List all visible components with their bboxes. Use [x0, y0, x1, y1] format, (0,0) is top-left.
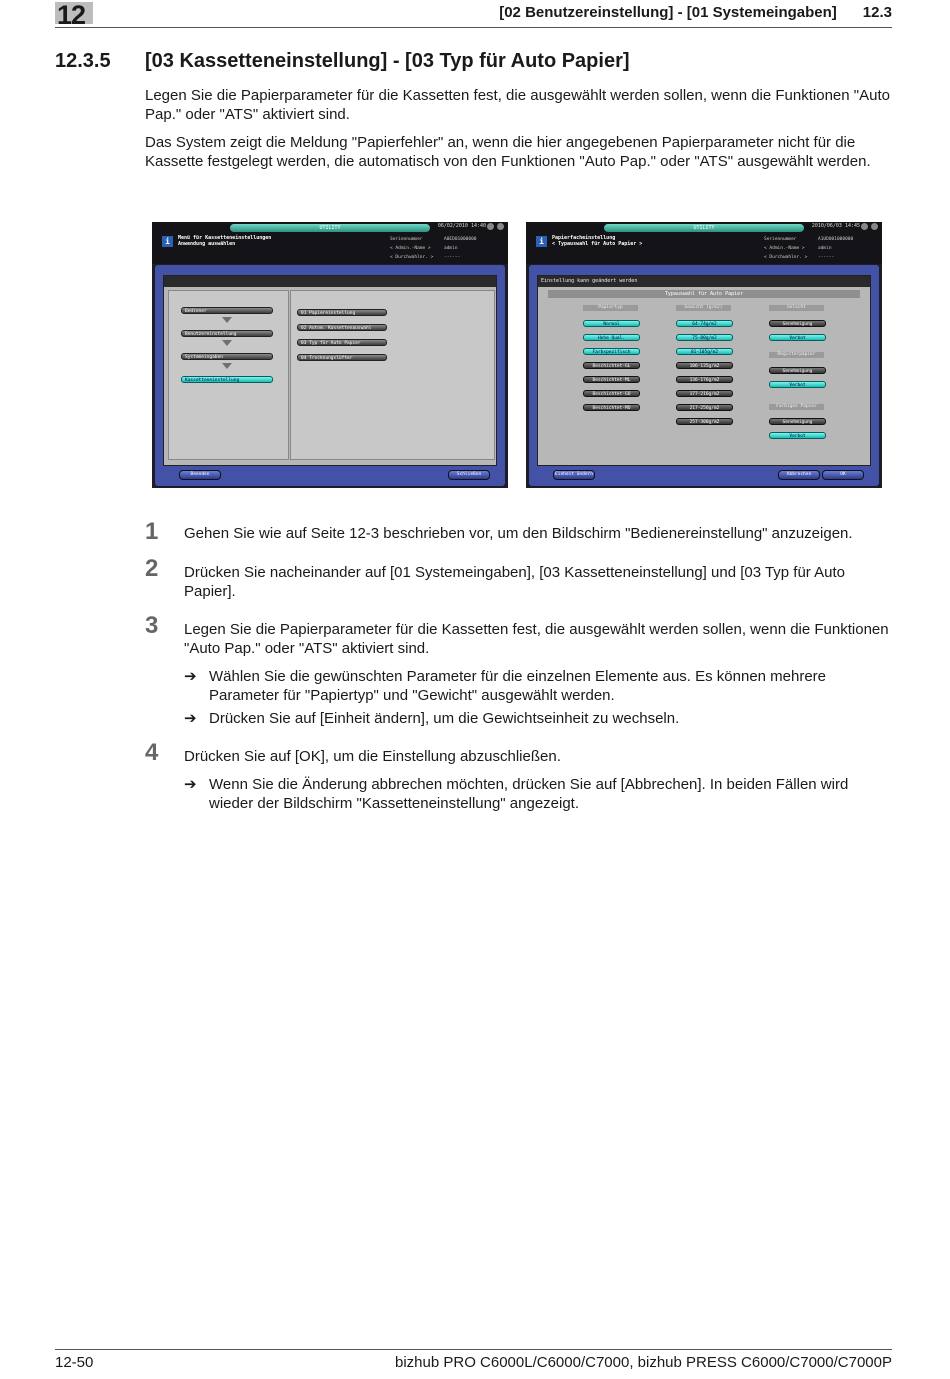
meta-label: Seriennummer	[390, 237, 423, 242]
section-title: [03 Kassetteneinstellung] - [03 Typ für Auto Papier]	[145, 50, 630, 72]
option-trocknungsluefter[interactable]: 04 Trocknungslüfter	[297, 354, 387, 361]
meta-label: < Durchwahlnr. >	[764, 255, 808, 260]
substep	[184, 709, 894, 728]
weight-136-176-button[interactable]: 136-176g/m2	[676, 376, 733, 383]
chapter-number: 12	[57, 0, 86, 30]
menu-item-benutzereinstellung[interactable]: Benutzereinstellung	[181, 330, 273, 337]
utility-banner	[230, 224, 430, 232]
utility-banner	[604, 224, 804, 232]
meta-label: < Admin.-Name >	[390, 246, 431, 251]
footer-rule	[55, 1349, 892, 1350]
weight-64-74-button[interactable]: 64-74g/m2	[676, 320, 733, 327]
screen-meta-labels	[390, 235, 433, 262]
screen-title-line1: Papierfacheinstellung	[552, 235, 616, 241]
screen-title-line1: Menü für Kassetteneinstellungen	[178, 235, 272, 241]
column-header-gewicht: Gewicht (g/m2)	[676, 305, 731, 311]
step-text: Drücken Sie nacheinander auf [01 Systemeingaben], [03 Kassetteneinstellung] und [03 Typ für Auto Papier].	[184, 564, 845, 600]
meta-label: Seriennummer	[764, 237, 797, 242]
arrow-icon: ➔	[184, 776, 197, 793]
register-deny-button[interactable]: Verbot	[769, 381, 826, 388]
down-arrow-icon	[222, 317, 232, 323]
intro-paragraph-1: Legen Sie die Papierparameter für die Kassetten fest, die ausgewählt werden sollen, wenn die Funktionen "Auto Pap." oder "ATS" aktiviert sind.	[145, 87, 890, 123]
panel-title: Typauswahl für Auto Papier	[548, 290, 860, 298]
weight-81-105-button[interactable]: 81-105g/m2	[676, 348, 733, 355]
option-autom-kassettenauswahl[interactable]: 02 Autom. Kassettenauswahl	[297, 324, 387, 331]
column-header-farbiges-papier: Farbiges Papier	[769, 404, 824, 410]
screen-meta-values	[444, 235, 477, 262]
papertype-normal-button[interactable]: Normal	[583, 320, 640, 327]
screen-panel	[163, 275, 497, 466]
gelocht-deny-button[interactable]: Verbot	[769, 334, 826, 341]
screen-title-line2: Anwendung auswählen	[178, 241, 236, 247]
panel-strip	[164, 276, 496, 287]
screen-datetime: 06/02/2010 14:40	[437, 223, 486, 229]
status-strip: Einstellung kann geändert werden	[538, 276, 870, 287]
substep	[184, 775, 894, 813]
screen-title	[178, 235, 271, 247]
info-icon: i	[536, 236, 547, 247]
meta-value: ------	[818, 255, 835, 260]
step-number: 2	[145, 555, 159, 582]
column-header-registerpapier: Registerpapier	[769, 352, 824, 358]
meta-value: A0ED01000000	[444, 237, 477, 242]
papertype-beschichtet-go-button[interactable]: Beschichtet-GO	[583, 390, 640, 397]
arrow-icon: ➔	[184, 668, 197, 685]
meta-value: admin	[818, 246, 832, 251]
step-text: Drücken Sie auf [OK], um die Einstellung abzuschließen.	[184, 748, 561, 765]
header-section: 12.3	[862, 4, 892, 21]
status-icon	[861, 223, 868, 230]
menu-item-bediener[interactable]: Bediener	[181, 307, 273, 314]
gelocht-permit-button[interactable]: Genehmigung	[769, 320, 826, 327]
step-number: 3	[145, 612, 159, 639]
step-text: Legen Sie die Papierparameter für die Kassetten fest, die ausgewählt werden sollen, wenn die Funktionen "Auto Pap." oder "ATS" aktiviert sind.	[184, 621, 889, 657]
step-text: Gehen Sie wie auf Seite 12-3 beschrieben vor, um den Bildschirm "Bedienereinstellung" anzuzeigen.	[184, 525, 853, 542]
help-icon[interactable]	[871, 223, 878, 230]
product-name: bizhub PRO C6000L/C6000/C7000, bizhub PRESS C6000/C7000/C7000P	[395, 1354, 892, 1371]
menu-item-systemeingaben[interactable]: Systemeingaben	[181, 353, 273, 360]
screen-title	[552, 235, 642, 247]
down-arrow-icon	[222, 363, 232, 369]
right-menu-panel	[290, 290, 495, 460]
help-icon[interactable]	[497, 223, 504, 230]
meta-value: A1UD001000000	[818, 237, 854, 242]
section-heading	[55, 50, 630, 73]
close-button[interactable]: Schließen	[448, 470, 490, 480]
screen-meta-values	[818, 235, 853, 262]
weight-75-80-button[interactable]: 75-80g/m2	[676, 334, 733, 341]
screen-datetime: 2010/06/03 14:45	[811, 223, 860, 229]
column-header-papiertyp: Papiertyp	[583, 305, 638, 311]
utility-banner-label: UTILITY	[693, 225, 715, 231]
substep	[184, 667, 894, 705]
left-menu-panel	[168, 290, 289, 460]
step-number: 4	[145, 739, 159, 766]
substep-text: Wählen Sie die gewünschten Parameter für die einzelnen Elemente aus. Es können mehrere Parameter für "Papiertyp" und "Gewicht" ausgewählt werden.	[209, 668, 827, 704]
change-unit-button[interactable]: Einheit ändern	[553, 470, 595, 480]
screen-meta-labels	[764, 235, 807, 262]
step-number: 1	[145, 518, 159, 545]
papertype-beschichtet-gl-button[interactable]: Beschichtet-GL	[583, 362, 640, 369]
status-icon	[487, 223, 494, 230]
register-permit-button[interactable]: Genehmigung	[769, 367, 826, 374]
weight-106-135-button[interactable]: 106-135g/m2	[676, 362, 733, 369]
weight-257-300-button[interactable]: 257-300g/m2	[676, 418, 733, 425]
papertype-beschichtet-mo-button[interactable]: Beschichtet-MO	[583, 404, 640, 411]
info-icon: i	[162, 236, 173, 247]
down-arrow-icon	[222, 340, 232, 346]
screen-title-line2: < Typauswahl für Auto Papier >	[552, 241, 643, 247]
header-rule	[55, 27, 892, 28]
substep-text: Drücken Sie auf [Einheit ändern], um die Gewichtseinheit zu wechseln.	[209, 710, 680, 727]
farbig-deny-button[interactable]: Verbot	[769, 432, 826, 439]
screenshot-auto-paper-type	[526, 222, 882, 488]
substep-text: Wenn Sie die Änderung abbrechen möchten, drücken Sie auf [Abbrechen]. In beiden Fällen wird wieder der Bildschirm "Kassetteneinstellung" angezeigt.	[209, 776, 849, 812]
section-number: 12.3.5	[55, 50, 111, 72]
option-papiereinstellung[interactable]: 01 Papiereinstellung	[297, 309, 387, 316]
papertype-farbspezifisch-button[interactable]: Farbspezifisch	[583, 348, 640, 355]
ok-button[interactable]: OK	[822, 470, 864, 480]
weight-217-256-button[interactable]: 217-256g/m2	[676, 404, 733, 411]
menu-item-kassetteneinstellung[interactable]: Kassetteneinstellung	[181, 376, 273, 383]
farbig-permit-button[interactable]: Genehmigung	[769, 418, 826, 425]
screenshot-cassette-menu	[152, 222, 508, 488]
header-title: [02 Benutzereinstellung] - [01 Systemeingaben]	[499, 4, 837, 21]
meta-value: ------	[444, 255, 461, 260]
exit-button[interactable]: Beenden	[179, 470, 221, 480]
cancel-button[interactable]: Abbrechen	[778, 470, 820, 480]
papertype-beschichtet-ml-button[interactable]: Beschichtet-ML	[583, 376, 640, 383]
running-header	[499, 4, 892, 21]
arrow-icon: ➔	[184, 710, 197, 727]
meta-label: < Admin.-Name >	[764, 246, 805, 251]
meta-label: < Durchwahlnr. >	[390, 255, 434, 260]
papertype-hohe-qual-button[interactable]: Hohe Qual.	[583, 334, 640, 341]
meta-value: admin	[444, 246, 458, 251]
weight-177-216-button[interactable]: 177-216g/m2	[676, 390, 733, 397]
option-typ-auto-papier[interactable]: 03 Typ für Auto Papier	[297, 339, 387, 346]
column-header-gelocht: Gelocht	[769, 305, 824, 311]
utility-banner-label: UTILITY	[319, 225, 341, 231]
page-number: 12-50	[55, 1354, 94, 1371]
intro-paragraph-2: Das System zeigt die Meldung "Papierfehler" an, wenn die hier angegebenen Papierparameter nicht für die Kassette festgelegt werden, die automatisch von den Funktionen "Auto Pap." oder "ATS" ausgewählt werden.	[145, 134, 871, 170]
